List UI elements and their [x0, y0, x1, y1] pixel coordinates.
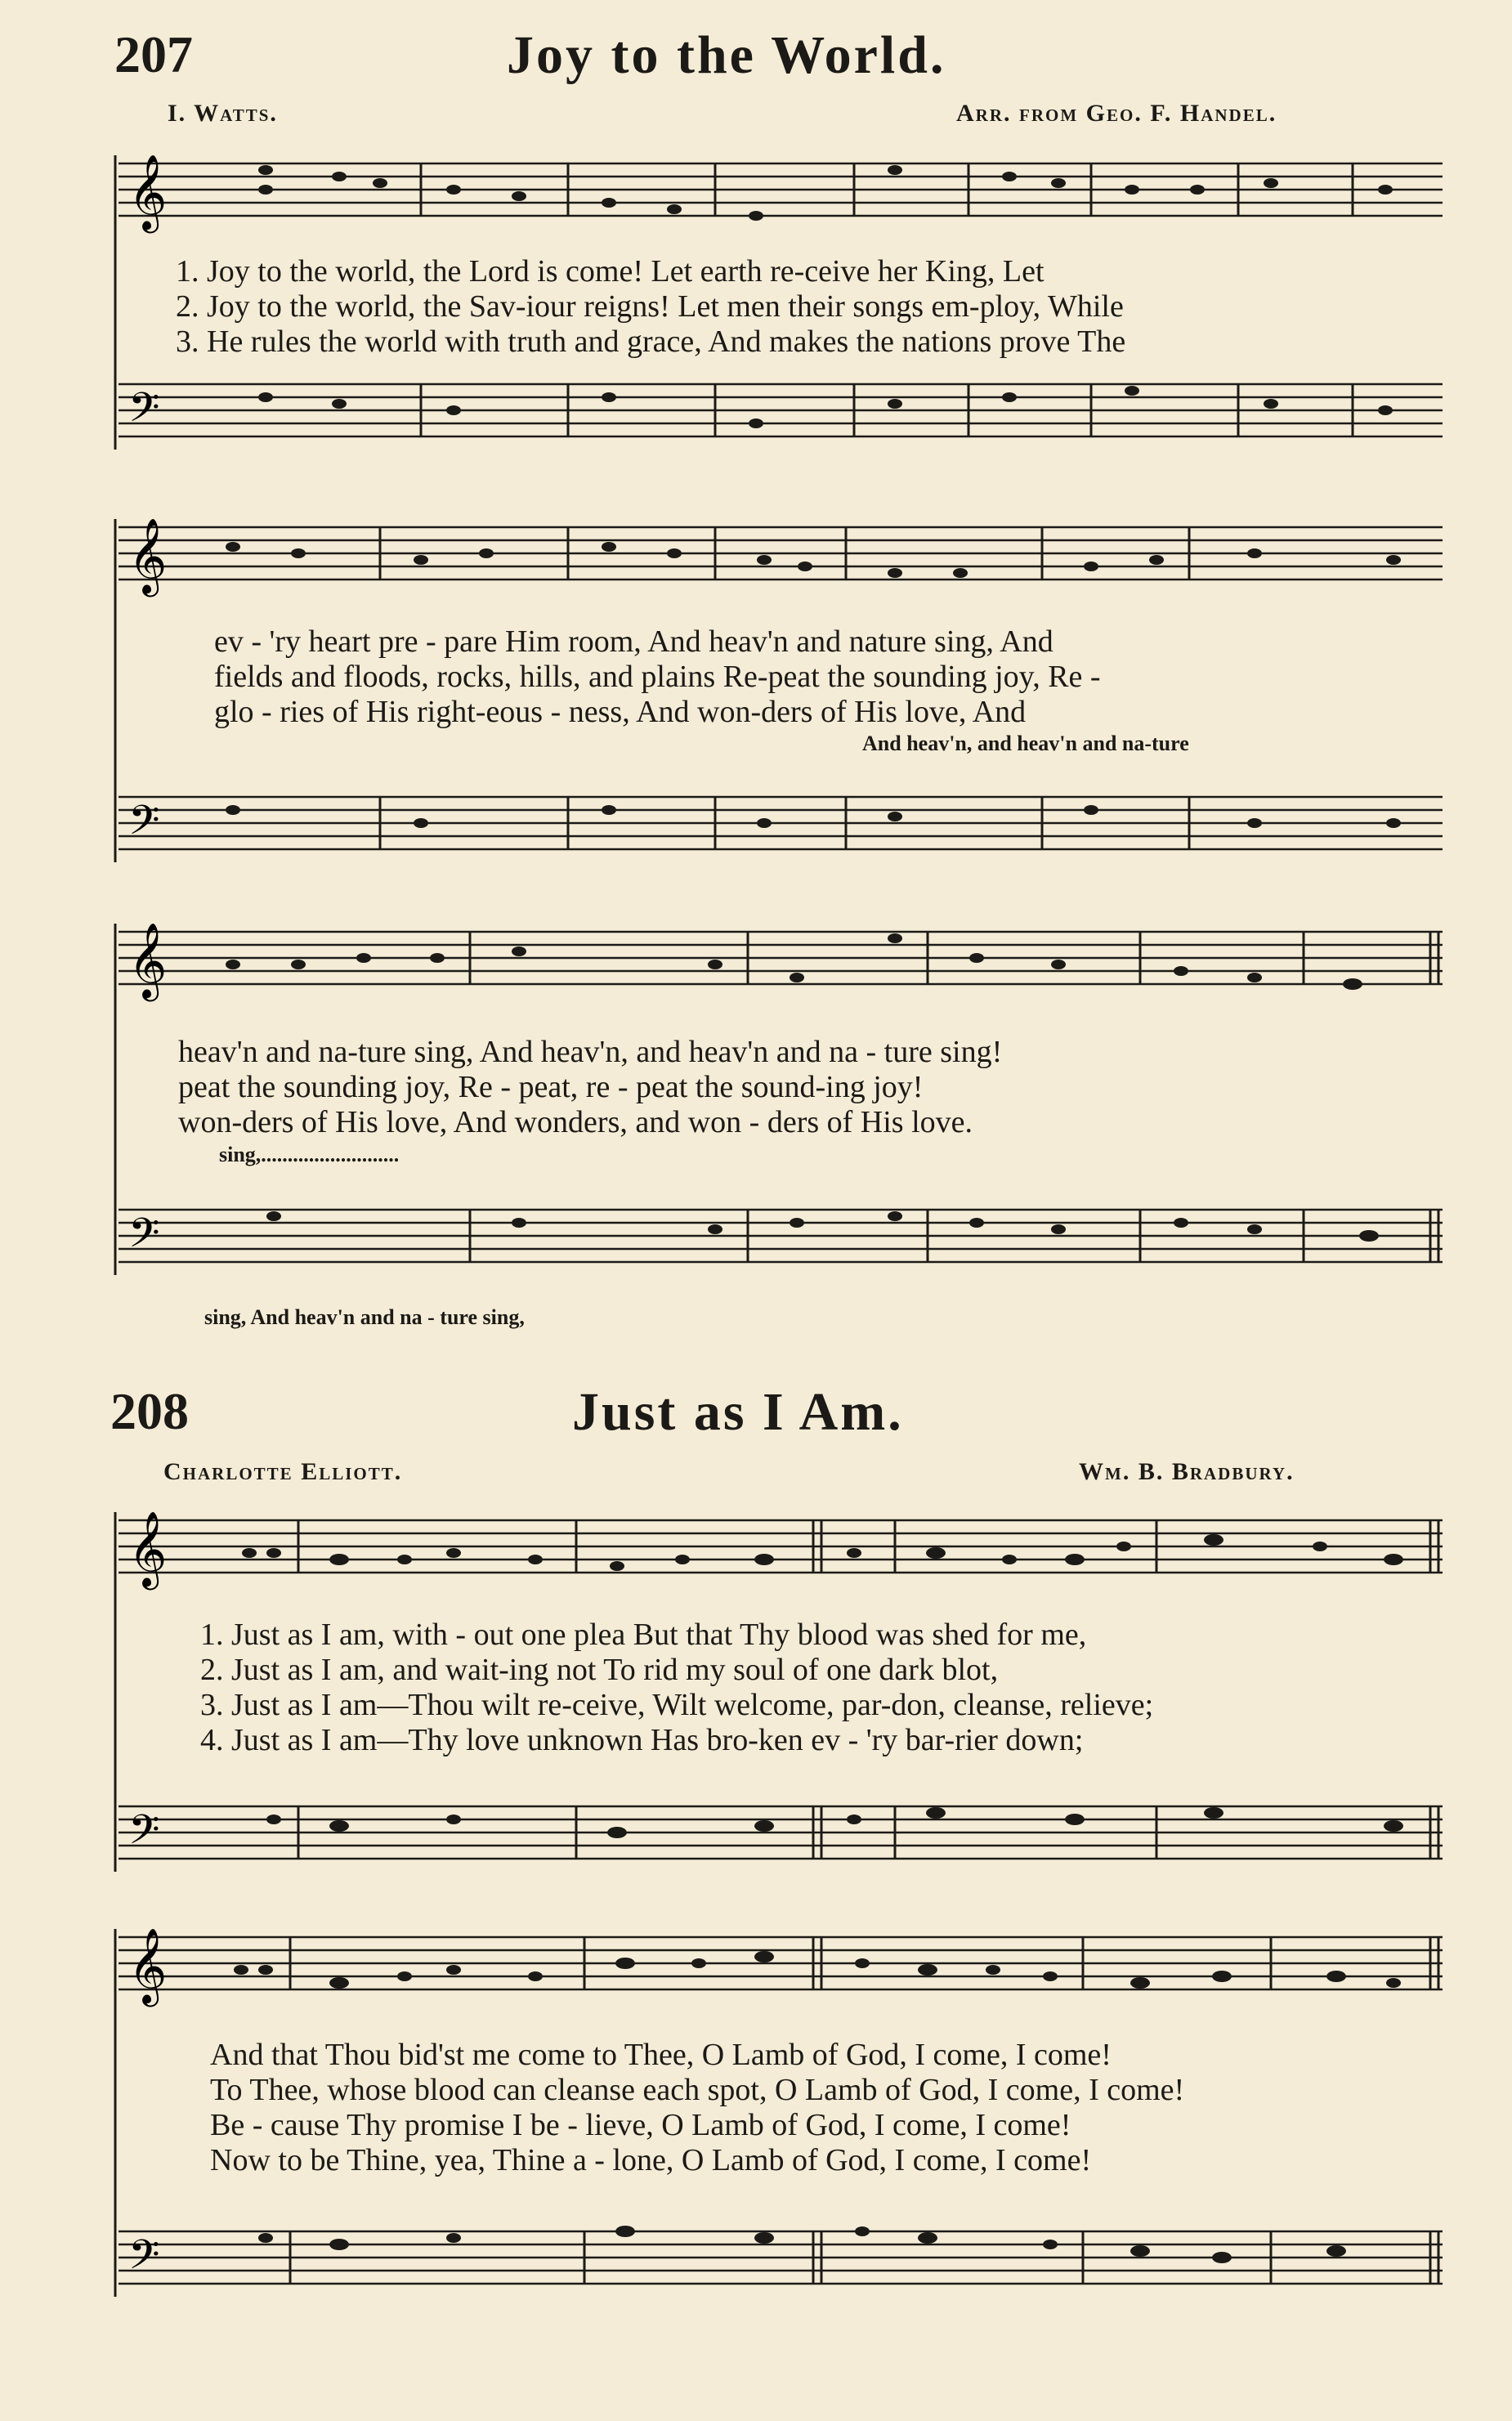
- bass-clef-icon: 𝄢: [128, 1210, 160, 1267]
- hymn-207-composer: Arr. from Geo. F. Handel.: [956, 100, 1277, 127]
- bass-clef-icon: 𝄢: [128, 2231, 160, 2289]
- treble-clef-icon: 𝄞: [128, 1510, 168, 1586]
- hymn-207-verse-2-line-3: peat the sounding joy, Re - peat, re - peat the sound-ing joy!: [178, 1070, 924, 1104]
- hymn-207-verse-3-line-2: glo - ries of His right-eous - ness, And won-ders of His love, And: [214, 695, 1027, 729]
- hymn-207-cue-line-3a: sing,..........................: [219, 1143, 400, 1166]
- hymn-207-verse-2-line-2: fields and floods, rocks, hills, and plains Re-peat the sounding joy, Re -: [214, 660, 1101, 694]
- bass-clef-icon: 𝄢: [128, 384, 160, 441]
- hymn-208-verse-1-line-1: 1. Just as I am, with - out one plea But that Thy blood was shed for me,: [200, 1618, 1087, 1652]
- hymn-208-verse-3-line-2: Be - cause Thy promise I be - lieve, O Lamb of God, I come, I come!: [210, 2108, 1071, 2142]
- hymn-208-verse-1-line-2: And that Thou bid'st me come to Thee, O Lamb of God, I come, I come!: [210, 2038, 1112, 2072]
- hymn-207-title: Joy to the World.: [507, 25, 946, 85]
- treble-clef-icon: 𝄞: [128, 154, 168, 230]
- hymn-207-author: I. Watts.: [168, 100, 278, 127]
- hymn-207-cue-line-3b: sing, And heav'n and na - ture sing,: [204, 1305, 525, 1329]
- hymn-207-number: 207: [114, 25, 193, 83]
- hymn-207-verse-2-line-1: 2. Joy to the world, the Sav-iour reigns! Let men their songs em-ploy, While: [176, 289, 1124, 324]
- treble-clef-icon: 𝄞: [128, 1927, 168, 2003]
- hymn-208-verse-2-line-2: To Thee, whose blood can cleanse each spot, O Lamb of God, I come, I come!: [210, 2073, 1185, 2107]
- hymn-207-verse-3-line-1: 3. He rules the world with truth and grace, And makes the nations prove The: [176, 324, 1126, 359]
- bass-clef-icon: 𝄢: [128, 797, 160, 854]
- hymn-207-verse-1-line-2: ev - 'ry heart pre - pare Him room, And heav'n and nature sing, And: [214, 624, 1053, 659]
- hymn-207-verse-1-line-3: heav'n and na-ture sing, And heav'n, and heav'n and na - ture sing!: [178, 1035, 1003, 1069]
- hymn-208-author: Charlotte Elliott.: [163, 1458, 403, 1485]
- hymn-207-verse-1-line-1: 1. Joy to the world, the Lord is come! Let earth re-ceive her King, Let: [176, 254, 1045, 289]
- treble-clef-icon: 𝄞: [128, 517, 168, 593]
- bass-staff: [119, 384, 1443, 436]
- treble-staff: [119, 163, 1443, 216]
- hymn-208-verse-4-line-1: 4. Just as I am—Thy love unknown Has bro-ken ev - 'ry bar-rier down;: [200, 1723, 1084, 1757]
- treble-clef-icon: 𝄞: [128, 922, 168, 998]
- hymn-208-verse-3-line-1: 3. Just as I am—Thou wilt re-ceive, Wilt welcome, par-don, cleanse, relieve;: [200, 1688, 1154, 1722]
- hymn-207-verse-3-line-3: won-ders of His love, And wonders, and won - ders of His love.: [178, 1105, 973, 1139]
- hymn-208-title: Just as I Am.: [572, 1382, 904, 1442]
- hymn-207-cue-line-2: And heav'n, and heav'n and na-ture: [862, 732, 1189, 755]
- hymn-208-number: 208: [110, 1382, 189, 1440]
- hymn-208-verse-4-line-2: Now to be Thine, yea, Thine a - lone, O Lamb of God, I come, I come!: [210, 2143, 1092, 2177]
- bass-clef-icon: 𝄢: [128, 1806, 160, 1864]
- hymn-208-verse-2-line-1: 2. Just as I am, and wait-ing not To rid my soul of one dark blot,: [200, 1653, 999, 1687]
- hymn-208-composer: Wm. B. Bradbury.: [1079, 1458, 1295, 1485]
